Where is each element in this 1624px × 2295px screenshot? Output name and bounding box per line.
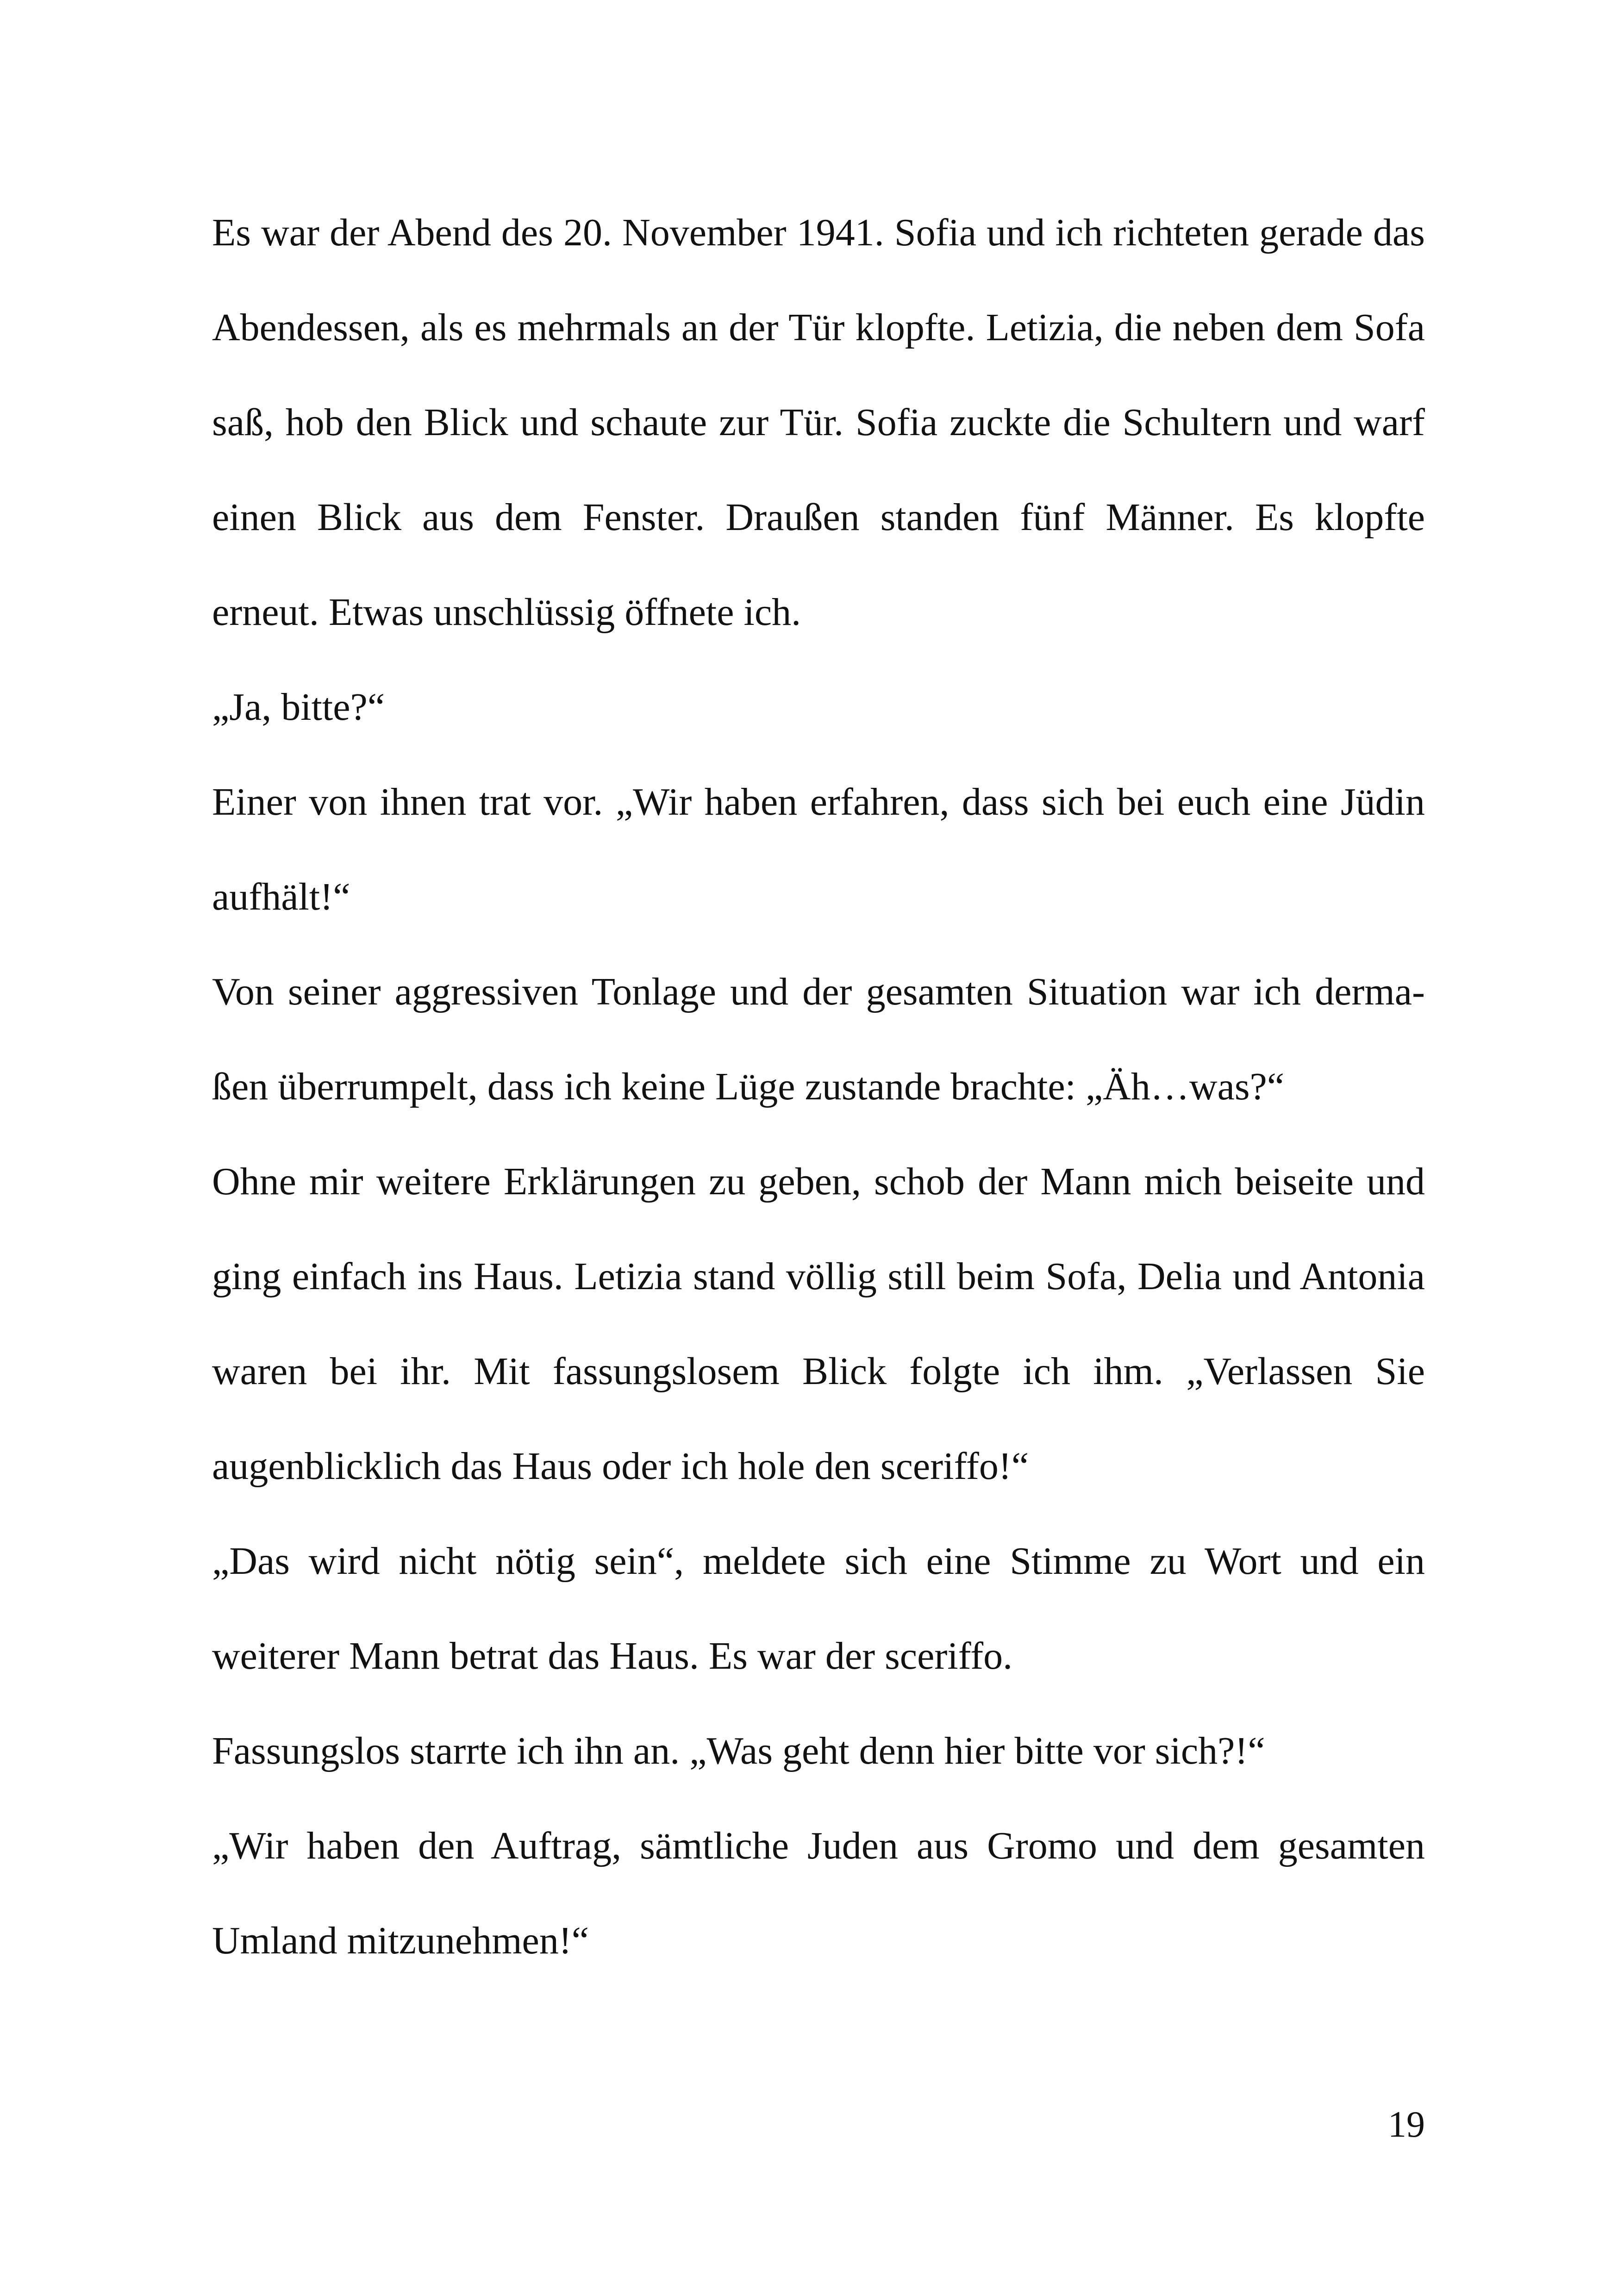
paragraph: Es war der Abend des 20. November 1941. Sofia und ich richteten gerade das Abendessen, als es mehrmals an der Tür klopfte. Letizia, die neben dem Sofa saß, hob den Blick und schaute zur Tür. Sofia zuckte die Schultern und warf einen Blick aus dem Fenster. Draußen standen fünf Männer. Es klopfte erneut. Etwas unschlüssig öffnete ich.	[212, 211, 1425, 634]
body-text	[212, 185, 1425, 1988]
paragraph: Von seiner aggressiven Tonlage und der gesamten Situation war ich dermaßen überrumpelt, dass ich keine Lüge zustande brachte: „Äh…was?“	[212, 970, 1425, 1108]
paragraph: Einer von ihnen trat vor. „Wir haben erfahren, dass sich bei euch eine Jüdin aufhält!“	[212, 780, 1425, 918]
paragraph: „Ja, bitte?“	[212, 686, 385, 729]
paragraph: „Das wird nicht nötig sein“, meldete sich eine Stimme zu Wort und ein weiterer Mann betrat das Haus. Es war der sceriffo.	[212, 1540, 1425, 1678]
page-number: 19	[1388, 2104, 1425, 2145]
paragraph: „Wir haben den Auftrag, sämtliche Juden aus Gromo und dem gesamten Umland mitzunehmen!“	[212, 1824, 1425, 1962]
paragraph: Ohne mir weitere Erklärungen zu geben, schob der Mann mich beiseite und ging einfach ins Haus. Letizia stand völlig still beim Sofa, Delia und Antonia waren bei ihr. Mit fassungslosem Blick folgte ich ihm. „Verlassen Sie augenblicklich das Haus oder ich hole den sceriffo!“	[212, 1160, 1425, 1488]
paragraph: Fassungslos starrte ich ihn an. „Was geht denn hier bitte vor sich?!“	[212, 1729, 1265, 1772]
